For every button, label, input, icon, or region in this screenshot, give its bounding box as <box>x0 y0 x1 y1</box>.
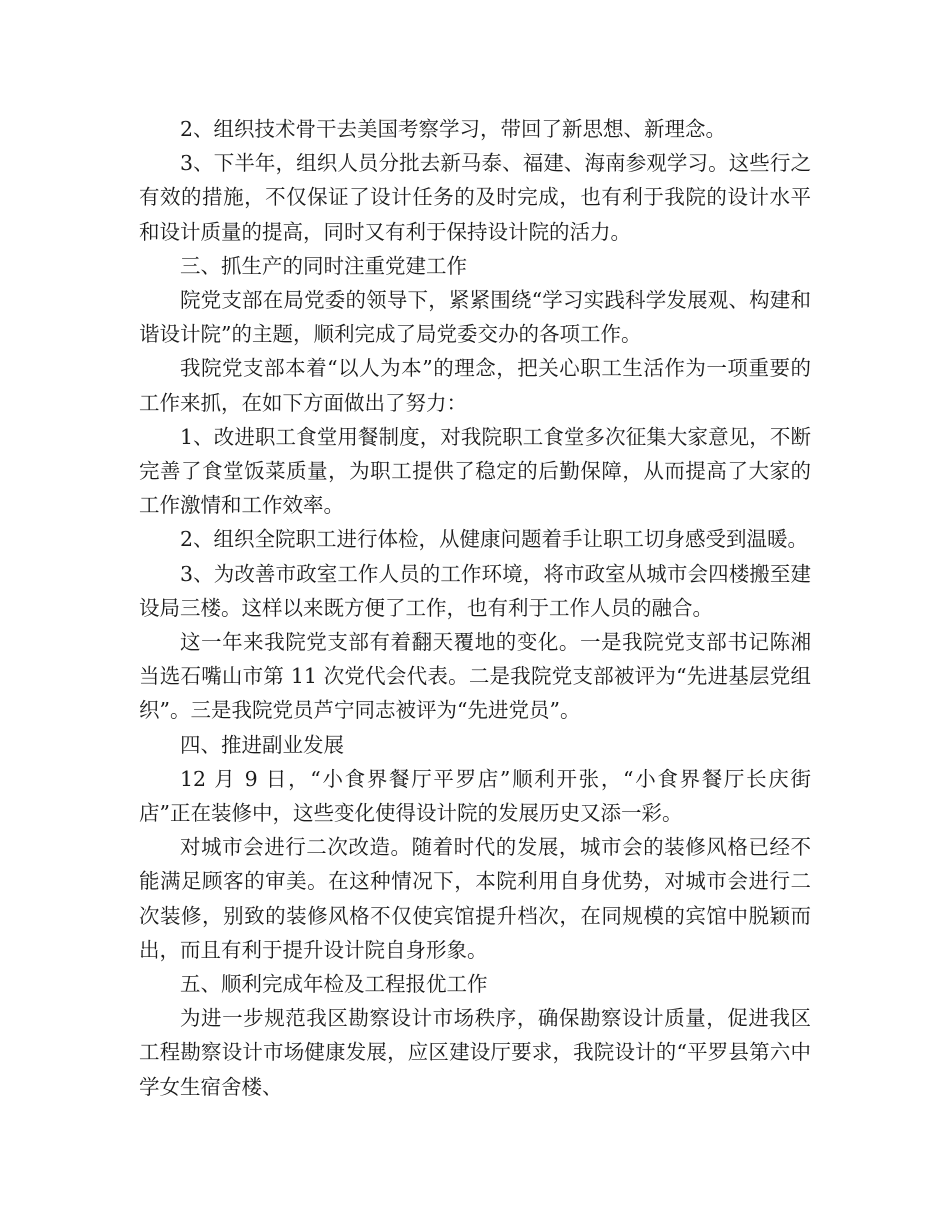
paragraph-party-branch: 院党支部在局党委的领导下，紧紧围绕“学习实践科学发展观、构建和谐设计院”的主题，顺利完成了局党委交办的各项工作。 <box>139 288 811 347</box>
section-heading-party-building: 三、抓生产的同时注重党建工作 <box>180 253 467 278</box>
paragraph-renovation: 对城市会进行二次改造。随着时代的发展，城市会的装修风格已经不能满足顾客的审美。在这种情况下，本院利用自身优势，对城市会进行二次装修，别致的装修风格不仅使宾馆提升档次，在同规模的宾馆中脱颖而出，而且有利于提升设计院自身形象。 <box>139 835 811 962</box>
paragraph-people-oriented: 我院党支部本着“以人为本”的理念，把关心职工生活作为一项重要的工作来抓，在如下方面做出了努力： <box>139 356 811 415</box>
paragraph-study-abroad: 2、组织技术骨干去美国考察学习，带回了新思想、新理念。 <box>180 117 727 141</box>
paragraph-canteen: 1、改进职工食堂用餐制度，对我院职工食堂多次征集大家意见，不断完善了食堂饭菜质量，为职工提供了稳定的后勤保障，从而提高了大家的工作激情和工作效率。 <box>139 424 811 518</box>
document-body <box>139 112 811 1104</box>
paragraph-domestic-study: 3、下半年，组织人员分批去新马泰、福建、海南参观学习。这些行之有效的措施，不仅保证了设计任务的及时完成，也有利于我院的设计水平和设计质量的提高，同时又有利于保持设计院的活力。 <box>139 151 811 244</box>
paragraph-achievements: 这一年来我院党支部有着翻天覆地的变化。一是我院党支部书记陈湘当选石嘴山市第 11 次党代会代表。二是我院党支部被评为“先进基层党组织”。三是我院党员芦宁同志被评为“先进党员”。 <box>139 630 811 723</box>
section-heading-annual-inspection: 五、顺利完成年检及工程报优工作 <box>180 972 488 997</box>
paragraph-office-move: 3、为改善市政室工作人员的工作环境，将市政室从城市会四楼搬至建设局三楼。这样以来既方便了工作，也有利于工作人员的融合。 <box>139 561 811 620</box>
section-heading-sideline: 四、推进副业发展 <box>180 732 344 757</box>
paragraph-market-regulation: 为进一步规范我区勘察设计市场秩序，确保勘察设计质量，促进我区工程勘察设计市场健康发展，应区建设厅要求，我院设计的“平罗县第六中学女生宿舍楼、 <box>139 1006 811 1099</box>
paragraph-restaurant: 12 月 9 日，“小食界餐厅平罗店”顺利开张，“小食界餐厅长庆街店”正在装修中，这些变化使得设计院的发展历史又添一彩。 <box>139 766 811 826</box>
paragraph-health-check: 2、组织全院职工进行体检，从健康问题着手让职工切身感受到温暖。 <box>180 527 809 552</box>
